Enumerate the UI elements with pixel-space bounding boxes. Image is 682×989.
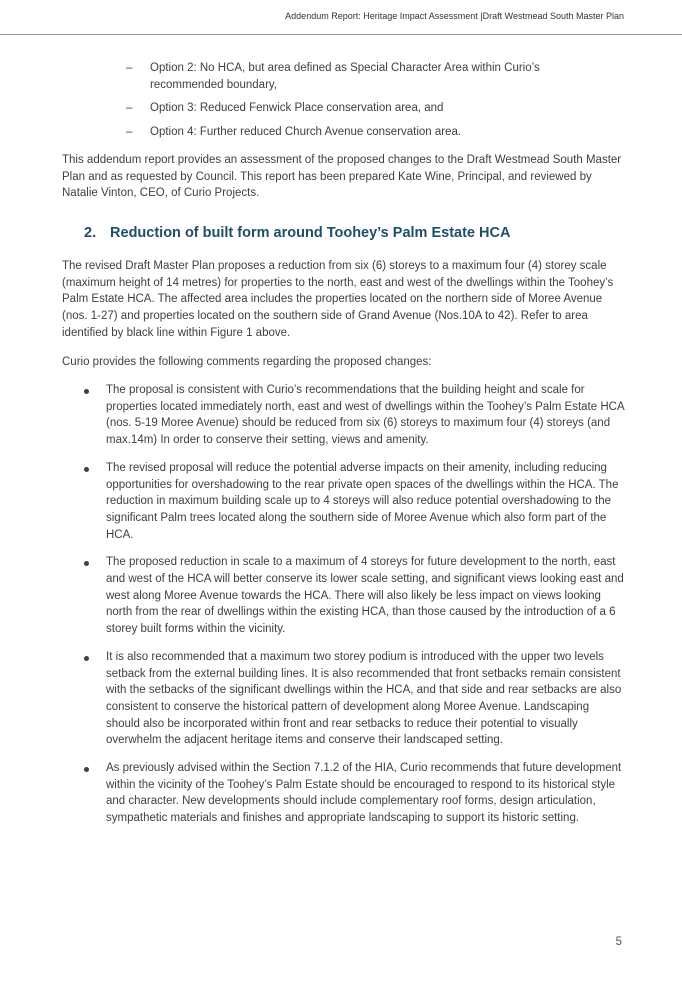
list-item [82, 382, 626, 449]
list-item-text: The revised proposal will reduce the potential adverse impacts on their amenity, including reducing opportunities for overshadowing to the rear private open spaces of the dwellings within the HCA. The reduction in maximum building scale up to 4 storeys will also reduce potential overshadowing to the significant Palm trees located along the southern side of Moree Avenue which also form part of the HCA. [106, 461, 619, 541]
list-item [82, 460, 626, 544]
section-heading [84, 225, 510, 241]
section-paragraph: The revised Draft Master Plan proposes a reduction from six (6) storeys to a maximum four (4) storey scale (maximum height of 14 metres) for properties to the north, east and west of the dwellings within the Toohey’s Palm Estate HCA. The affected area includes the properties located on the northern side of Moree Avenue (nos. 1-27) and properties located on the southern side of Grand Avenue (Nos.10A to 42). Refer to area identified by black line within Figure 1 above. [62, 260, 614, 339]
section-number: 2. [84, 225, 97, 241]
bullet-dot-icon [84, 656, 89, 661]
option-item [126, 124, 586, 141]
list-item-text: The proposed reduction in scale to a maximum of 4 storeys for future development to the north, east and west of the HCA will better conserve its lower scale setting, and significant views looking east and west along Moree Avenue towards the HCA. There will also likely be less impact on views looking north from the rear of dwellings within the existing HCA, than those caused by the introduction of a 6 storey built forms within the vicinity. [106, 556, 624, 636]
comments-intro: Curio provides the following comments regarding the proposed changes: [62, 356, 432, 368]
dash-bullet: – [126, 62, 133, 74]
option-item [126, 100, 586, 117]
option-text: Option 4: Further reduced Church Avenue conservation area. [150, 125, 462, 138]
list-item-text: It is also recommended that a maximum two storey podium is introduced with the upper two levels setback from the external building lines. It is also recommended that front setbacks remain consistent with the setbacks of the significant dwellings within the HCA, and that side and rear setbacks are also consistent to conserve the historical pattern of development along Moree Avenue. Landscaping should also be incorporated within front and rear setbacks to reduce their potential to visually overwhelm the adjacent heritage items and conserve their landscaped setting. [106, 650, 622, 747]
list-item [82, 649, 626, 749]
dash-bullet: – [126, 125, 133, 138]
comments-list [82, 382, 626, 838]
option-item [126, 60, 586, 93]
list-item-text: The proposal is consistent with Curio’s recommendations that the building height and scale for properties located immediately north, east and west of dwellings within the Toohey’s Palm Estate HCA (nos. 5-19 Moree Avenue) should be reduced from six (6) storeys to maximum four (4) storeys (and max.14m) In order to conserve their setting, views and amenity. [106, 384, 624, 447]
bullet-dot-icon [84, 389, 89, 394]
bullet-dot-icon [84, 767, 89, 772]
list-item-text: As previously advised within the Section 7.1.2 of the HIA, Curio recommends that future development within the vicinity of the Toohey’s Palm Estate should be encouraged to respond to its historical style and character. New developments should include complementary roof forms, design articulation, sympathetic materials and finishes and appropriate landscaping to support its historic setting. [106, 762, 622, 825]
list-item [82, 554, 626, 638]
bullet-dot-icon [84, 467, 89, 472]
page-header [0, 6, 682, 35]
page-number: 5 [615, 936, 622, 948]
intro-paragraph: This addendum report provides an assessment of the proposed changes to the Draft Westmead South Master Plan and as requested by Council. This report has been prepared Kate Wine, Principal, and reviewed by Natalie Vinton, CEO, of Curio Projects. [62, 154, 622, 200]
options-list [126, 60, 586, 147]
dash-bullet: – [126, 102, 133, 114]
header-title: Addendum Report: Heritage Impact Assessment |Draft Westmead South Master Plan [285, 11, 624, 21]
bullet-dot-icon [84, 561, 89, 566]
section-title: Reduction of built form around Toohey’s Palm Estate HCA [110, 225, 511, 241]
list-item [82, 760, 626, 827]
option-text: Option 3: Reduced Fenwick Place conservation area, and [150, 102, 444, 114]
option-text: Option 2: No HCA, but area defined as Special Character Area within Curio’s recommended boundary, [150, 62, 540, 91]
